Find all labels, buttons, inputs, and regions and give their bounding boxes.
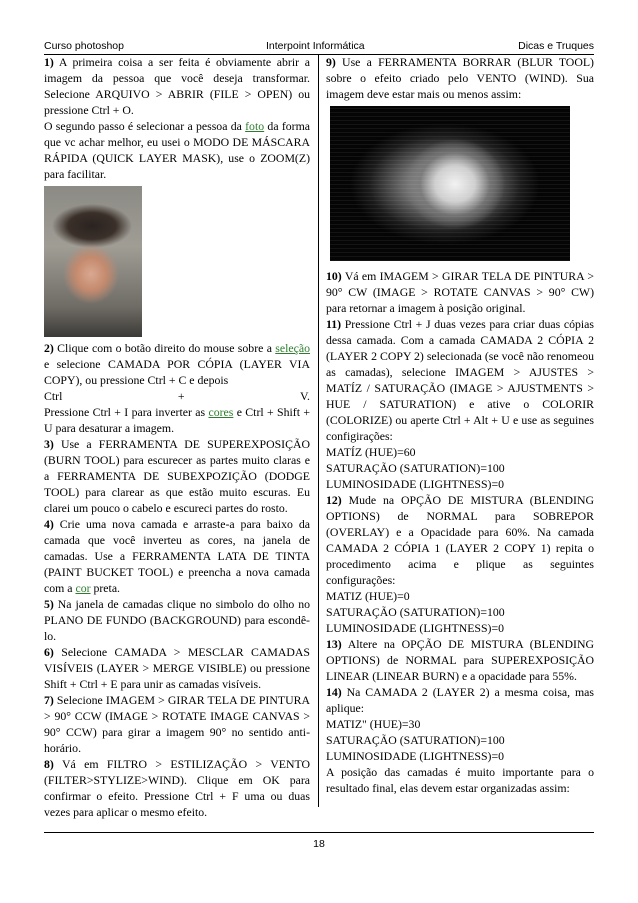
setting-saturation: SATURAÇÃO (SATURATION)=100 — [326, 461, 505, 475]
step-number: 14) — [326, 685, 342, 699]
step-number: 6) — [44, 645, 54, 659]
step-text: Vá em FILTRO > ESTILIZAÇÃO > VENTO (FILTER>STYLIZE>WIND). Clique em OK para confirmar o efeito. Pressione Ctrl + F uma ou duas vezes para aplicar o mesmo efeito. — [44, 757, 310, 819]
setting-saturation: SATURAÇÃO (SATURATION)=100 — [326, 733, 505, 747]
step-text: preta. — [90, 581, 121, 595]
wind-streaks — [330, 106, 570, 261]
ctrl-key-text: Ctrl — [44, 389, 63, 403]
step-text: e selecione CAMADA POR CÓPIA (LAYER VIA COPY), ou pressione Ctrl + C e depois — [44, 357, 310, 387]
step-text: Pressione Ctrl + J duas vezes para criar duas cópias dessa camada. Com a camada CAMADA 2 CÓPIA 2 (LAYER 2 COPY 2) selecionada (se você não renomeou as camadas), selecione IMAGEM > AJUSTES > MATÍZ / SATURAÇÃO (IMAGE > AJUSTMENTS > HUE / SATURATION) e ative o COLORIR (COLORIZE) ou aperte Ctrl + Alt + U e use as seguines configirações: — [326, 317, 594, 443]
step-number: 5) — [44, 597, 54, 611]
step-number: 9) — [326, 55, 336, 69]
header-school-name: Interpoint Informática — [266, 40, 365, 52]
step-11 — [326, 316, 594, 444]
header-section-title: Dicas e Truques — [518, 40, 594, 52]
step-text: O segundo passo é selecionar a pessoa da — [44, 119, 246, 133]
wind-effect-image-wrap — [326, 106, 594, 264]
step-6 — [44, 644, 310, 692]
step-number: 4) — [44, 517, 54, 531]
selecao-link[interactable]: seleção — [275, 341, 310, 355]
setting-hue: MATIZ (HUE)=0 — [326, 589, 410, 603]
step-number: 1) — [44, 55, 54, 69]
step-2-invert — [44, 404, 310, 436]
step-1-selection — [44, 118, 310, 182]
step-text: Na CAMADA 2 (LAYER 2) a mesma coisa, mas aplique: — [326, 685, 594, 715]
setting-lightness: LUMINOSIDADE (LIGHTNESS)=0 — [326, 749, 505, 763]
left-column — [44, 54, 310, 820]
setting-saturation: SATURAÇÃO (SATURATION)=100 — [326, 605, 505, 619]
v-key-text: V. — [300, 389, 310, 403]
step-text: Use a FERRAMENTA BORRAR (BLUR TOOL) sobre o efeito criado pelo VENTO (WIND). Sua imagem deve estar mais ou menos assim: — [326, 55, 594, 101]
step-10 — [326, 268, 594, 316]
step-text: Clique com o botão direito do mouse sobre a — [53, 341, 276, 355]
step-number: 8) — [44, 757, 54, 771]
step-12 — [326, 492, 594, 588]
step-text: Mude na OPÇÃO DE MISTURA (BLENDING OPTIONS) de NORMAL para SOBREPOR (OVERLAY) e a Opacidade para 60%. Na camada CAMADA 2 CÓPIA 1 (LAYER 2 COPY 1) repita o procedimento acima e plique as seguintes configurações: — [326, 493, 594, 587]
closing-note: A posição das camadas é muito importante para o resultado final, elas devem estar organizadas assim: — [326, 765, 594, 795]
plus-text: + — [177, 389, 185, 403]
step-text: Na janela de camadas clique no simbolo do olho no PLANO DE FUNDO (BACKGROUND) para escondê-lo. — [44, 597, 310, 643]
column-divider — [318, 55, 319, 807]
step-number: 3) — [44, 437, 54, 451]
step-text: Selecione IMAGEM > GIRAR TELA DE PINTURA > 90° CCW (IMAGE > ROTATE IMAGE CANVAS > 90° CCW) para girar a imagem 90° no sentido anti-horário. — [44, 693, 310, 755]
footer-rule — [44, 832, 594, 833]
step-2 — [44, 340, 310, 388]
step-2-shortcut — [44, 388, 310, 404]
page-header — [44, 39, 594, 53]
step-text: Use a FERRAMENTA DE SUPEREXPOSIÇÃO (BURN TOOL) para escurecer as partes muito claras e a FERRAMENTA DE SUBEXPOZIÇÃO (DODGE TOOL) para clarear as que estão muito escuras. Eu clarei um pouco o cabelo e escureci partes do rosto. — [44, 437, 310, 515]
step-14 — [326, 684, 594, 716]
step-text: Vá em IMAGEM > GIRAR TELA DE PINTURA > 90° CW (IMAGE > ROTATE CANVAS > 90° CW) para retornar a imagem à posição original. — [326, 269, 594, 315]
setting-lightness: LUMINOSIDADE (LIGHTNESS)=0 — [326, 621, 505, 635]
step-text: A primeira coisa a ser feita é obviamente abrir a imagem da pessoa que você deseja transformar. Selecione ARQUIVO > ABRIR (FILE > OPEN) ou pressione Ctrl + O. — [44, 55, 310, 117]
portrait-photo — [44, 186, 142, 337]
step-text: Pressione Ctrl + I para inverter as — [44, 405, 209, 419]
page-number: 18 — [313, 838, 325, 850]
step-text: e Ctrl + Shift + U para desaturar a imagem. — [44, 405, 310, 435]
cores-link[interactable]: cores — [208, 405, 234, 419]
step-number: 2) — [44, 341, 54, 355]
step-text: Altere na OPÇÃO DE MISTURA (BLENDING OPTIONS) de NORMAL para SUPEREXPOSIÇÃO LINEAR (LINEAR BURN) e a opacidade para 55%. — [326, 637, 594, 683]
step-number: 12) — [326, 493, 342, 507]
foto-link[interactable]: foto — [245, 119, 265, 133]
step-5 — [44, 596, 310, 644]
step-13 — [326, 636, 594, 684]
step-text: da forma que vc achar melhor, eu usei o MODO DE MÁSCARA RÁPIDA (QUICK LAYER MASK), use o ZOOM(Z) para facilitar. — [44, 119, 310, 181]
header-course-title: Curso photoshop — [44, 40, 124, 52]
step-number: 13) — [326, 637, 342, 651]
right-column — [326, 54, 594, 796]
setting-hue: MATÍZ (HUE)=60 — [326, 445, 416, 459]
step-number: 7) — [44, 693, 54, 707]
step-3 — [44, 436, 310, 516]
setting-hue: MATIZ" (HUE)=30 — [326, 717, 421, 731]
step-text: Crie uma nova camada e arraste-a para baixo da camada que você inverteu as cores, na janela de camadas. Use a FERRAMENTA LATA DE TINTA (PAINT BUCKET TOOL) e preencha a nova camada com a — [44, 517, 310, 595]
step-text: Selecione CAMADA > MESCLAR CAMADAS VISÍVEIS (LAYER > MERGE VISIBLE) ou pressione Shift + Ctrl + E para unir as camadas visíveis. — [44, 645, 310, 691]
step-4 — [44, 516, 310, 596]
step-8 — [44, 756, 310, 820]
step-1 — [44, 54, 310, 118]
step-9 — [326, 54, 594, 102]
step-number: 10) — [326, 269, 342, 283]
cor-link[interactable]: cor — [75, 581, 91, 595]
setting-lightness: LUMINOSIDADE (LIGHTNESS)=0 — [326, 477, 505, 491]
step-number: 11) — [326, 317, 342, 331]
step-7 — [44, 692, 310, 756]
